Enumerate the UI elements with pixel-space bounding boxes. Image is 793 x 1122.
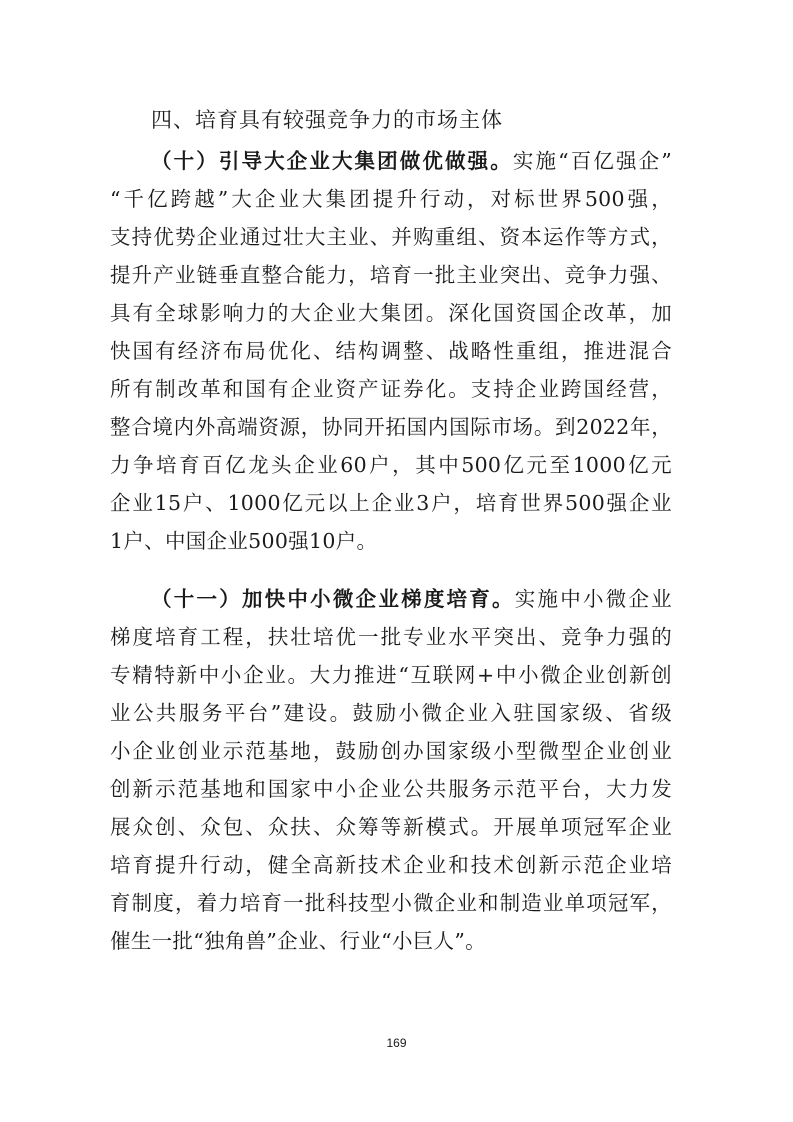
para2-line-2: 专精特新中小企业。大力推进“互联网+中小微企业创新创	[110, 663, 672, 687]
para2-line-7: 培育提升行动，健全高新技术企业和技术创新示范企业培	[110, 853, 672, 877]
section-heading: 四、培育具有较强竞争力的市场主体	[151, 108, 503, 132]
para2-line-5: 创新示范基地和国家中小企业公共服务示范平台，大力发	[110, 777, 672, 801]
para2-line-4: 小企业创业示范基地，鼓励创办国家级小型微型企业创业	[110, 739, 672, 763]
para2-line0-rest: 实施中小微企业	[514, 587, 672, 611]
para1-lead: （十）引导大企业大集团做优做强。	[151, 149, 513, 173]
para1-line-8: 力争培育百亿龙头企业60户，其中500亿元至1000亿元	[110, 453, 672, 477]
para2-lead: （十一）加快中小微企业梯度培育。	[151, 587, 515, 611]
para1-line-7: 整合境内外高端资源，协同开拓国内国际市场。到2022年，	[110, 415, 672, 439]
para2-line-0	[110, 584, 672, 614]
para1-line-9: 企业15户、1000亿元以上企业3户，培育世界500强企业	[110, 491, 672, 515]
para2-line-9: 催生一批“独角兽”企业、行业“小巨人”。	[110, 929, 486, 953]
para1-line-5: 快国有经济布局优化、结构调整、战略性重组，推进混合	[110, 339, 672, 363]
page-number: 169	[386, 1036, 407, 1050]
para1-line-2: 支持优势企业通过壮大主业、并购重组、资本运作等方式，	[110, 225, 672, 249]
para1-line-6: 所有制改革和国有企业资产证券化。支持企业跨国经营，	[110, 377, 672, 401]
para2-line-8: 育制度，着力培育一批科技型小微企业和制造业单项冠军，	[110, 891, 672, 915]
para1-line0-rest: 实施“百亿强企”	[512, 149, 672, 173]
para1-line-1: “千亿跨越”大企业大集团提升行动，对标世界500强，	[110, 187, 672, 211]
para2-line-3: 业公共服务平台”建设。鼓励小微企业入驻国家级、省级	[110, 701, 672, 725]
para2-line-6: 展众创、众包、众扶、众筹等新模式。开展单项冠军企业	[110, 815, 672, 839]
para1-line-0	[110, 146, 672, 176]
para1-line-3: 提升产业链垂直整合能力，培育一批主业突出、竞争力强、	[110, 263, 672, 287]
para2-line-1: 梯度培育工程，扶壮培优一批专业水平突出、竞争力强的	[110, 625, 672, 649]
para1-line-4: 具有全球影响力的大企业大集团。深化国资国企改革，加	[110, 301, 672, 325]
para1-line-10: 1户、中国企业500强10户。	[110, 529, 378, 553]
